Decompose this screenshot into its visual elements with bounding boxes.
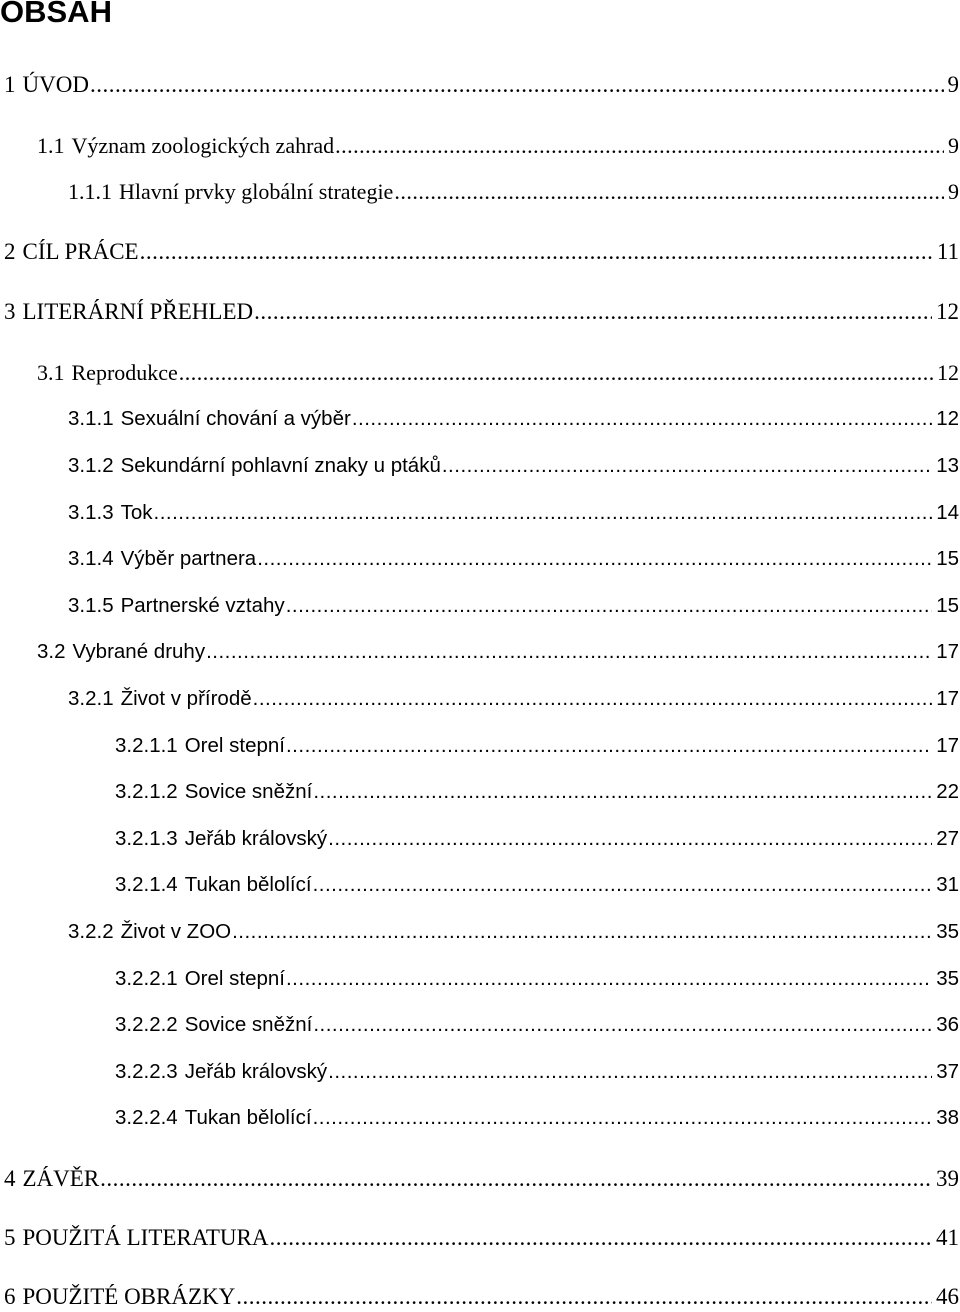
toc-entry-page: 12 [936, 407, 959, 430]
toc-entry[interactable] [68, 177, 959, 207]
toc-entry-number: 3.2.1 [68, 687, 114, 710]
toc-entry[interactable] [37, 637, 959, 667]
toc-entry-page: 9 [948, 179, 959, 204]
toc-entry[interactable] [115, 777, 959, 807]
toc-entry-title: Život v ZOO [120, 920, 232, 943]
toc-dot-leader [206, 637, 932, 667]
toc-entry-number: 4 [4, 1166, 16, 1191]
toc-entry-page: 9 [948, 133, 959, 158]
toc-entry-number: 3.2.1.3 [115, 827, 178, 850]
toc-entry-page: 17 [936, 734, 959, 757]
toc-dot-leader [328, 1057, 932, 1087]
toc-entry[interactable] [4, 70, 959, 100]
toc-entry-title: Tok [120, 501, 153, 524]
toc-entry-number: 3.2.1.4 [115, 873, 178, 896]
toc-entry-title: Hlavní prvky globální strategie [119, 179, 394, 204]
toc-dot-leader [253, 684, 933, 714]
toc-entry[interactable] [37, 131, 959, 161]
toc-dot-leader [328, 824, 932, 854]
toc-entry-number: 1 [4, 72, 16, 97]
toc-entry-title: Tukan bělolící [184, 1106, 312, 1129]
toc-entry-number: 5 [4, 1225, 16, 1250]
toc-entry-page: 17 [936, 640, 959, 663]
toc-entry[interactable] [68, 451, 959, 481]
toc-entry-number: 3.2.2 [68, 920, 114, 943]
toc-entry-page: 39 [936, 1166, 959, 1191]
toc-entry-page: 41 [936, 1225, 959, 1250]
toc-entry-title: Vybrané druhy [72, 640, 206, 663]
toc-dot-leader [286, 731, 932, 761]
toc-entry-title: Tukan bělolící [184, 873, 312, 896]
toc-entry-number: 3.2 [37, 640, 66, 663]
toc-entry-number: 3.2.2.3 [115, 1060, 178, 1083]
toc-entry-number: 3.2.2.2 [115, 1013, 178, 1036]
toc-entry-number: 3.2.1.1 [115, 734, 178, 757]
toc-dot-leader [313, 1010, 932, 1040]
toc-dot-leader [269, 1223, 932, 1253]
toc-entry-title: Sovice sněžní [184, 780, 313, 803]
toc-entry[interactable] [4, 1164, 959, 1194]
toc-dot-leader [442, 451, 932, 481]
toc-entry-number: 3.2.2.1 [115, 967, 178, 990]
toc-entry-title: Sekundární pohlavní znaky u ptáků [120, 454, 441, 477]
toc-entry-page: 13 [936, 454, 959, 477]
toc-entry-title: ÚVOD [22, 72, 89, 97]
toc-entry-number: 3.1.1 [68, 407, 114, 430]
toc-dot-leader [232, 917, 932, 947]
toc-entry-number: 1.1.1 [68, 179, 112, 204]
toc-entry[interactable] [68, 404, 959, 434]
toc-entry-title: Význam zoologických zahrad [71, 133, 335, 158]
toc-dot-leader [90, 70, 944, 100]
toc-entry-page: 17 [936, 687, 959, 710]
toc-entry[interactable] [4, 1223, 959, 1253]
toc-entry-title: Partnerské vztahy [120, 594, 285, 617]
toc-entry-number: 6 [4, 1284, 16, 1309]
toc-entry-number: 1.1 [37, 133, 65, 158]
toc-dot-leader [286, 964, 932, 994]
toc-entry-number: 3.2.2.4 [115, 1106, 178, 1129]
toc-dot-leader [352, 404, 932, 434]
toc-entry-title: Orel stepní [184, 734, 285, 757]
toc-entry-page: 15 [936, 547, 959, 570]
toc-dot-leader [236, 1282, 932, 1312]
toc-entry[interactable] [115, 1057, 959, 1087]
toc-entry-title: Jeřáb královský [184, 1060, 328, 1083]
toc-entry-page: 37 [936, 1060, 959, 1083]
toc-dot-leader [257, 544, 932, 574]
toc-entry-number: 3.1.3 [68, 501, 114, 524]
toc-entry-number: 3.1.5 [68, 594, 114, 617]
toc-dot-leader [313, 870, 933, 900]
toc-entry-title: Sexuální chování a výběr [120, 407, 351, 430]
toc-dot-leader [286, 591, 933, 621]
toc-entry-title: Orel stepní [184, 967, 285, 990]
toc-dot-leader [179, 358, 933, 388]
toc-entry-title: Život v přírodě [120, 687, 252, 710]
toc-entry-page: 9 [947, 72, 959, 97]
page-title: OBSAH [0, 0, 112, 29]
toc-entry-page: 35 [936, 920, 959, 943]
toc-entry[interactable] [68, 917, 959, 947]
toc-dot-leader [100, 1164, 932, 1194]
toc-dot-leader [140, 237, 933, 267]
toc-entry-title: ZÁVĚR [22, 1166, 100, 1191]
toc-entry-number: 3.1.4 [68, 547, 114, 570]
toc-entry-page: 15 [936, 594, 959, 617]
toc-entry-number: 2 [4, 239, 16, 264]
toc-entry-number: 3.1.2 [68, 454, 114, 477]
toc-entry-page: 36 [936, 1013, 959, 1036]
toc-entry-page: 12 [936, 299, 959, 324]
toc-entry[interactable] [4, 1282, 959, 1312]
toc-entry-title: POUŽITÉ OBRÁZKY [22, 1284, 236, 1309]
toc-entry-number: 3.1 [37, 360, 65, 385]
toc-entry-page: 46 [936, 1284, 959, 1309]
toc-entry-title: Výběr partnera [120, 547, 257, 570]
toc-entry[interactable] [4, 297, 959, 327]
toc-entry[interactable] [68, 544, 959, 574]
toc-dot-leader [313, 777, 932, 807]
toc-entry-title: Sovice sněžní [184, 1013, 313, 1036]
toc-entry[interactable] [37, 358, 959, 388]
toc-entry-title: Reprodukce [71, 360, 178, 385]
toc-entry[interactable] [115, 964, 959, 994]
toc-entry[interactable] [4, 237, 959, 267]
toc-entry[interactable] [115, 731, 959, 761]
toc-entry-page: 11 [936, 239, 959, 264]
toc-entry-page: 31 [936, 873, 959, 896]
toc-entry[interactable] [68, 684, 959, 714]
toc-dot-leader [154, 498, 933, 528]
toc-entry[interactable] [68, 591, 959, 621]
toc-dot-leader [335, 131, 944, 161]
toc-entry-page: 35 [936, 967, 959, 990]
toc-entry-title: POUŽITÁ LITERATURA [22, 1225, 269, 1250]
toc-entry[interactable] [115, 1010, 959, 1040]
toc-entry[interactable] [115, 1103, 959, 1133]
toc-dot-leader [313, 1103, 933, 1133]
toc-dot-leader [394, 177, 944, 207]
toc-entry-title: CÍL PRÁCE [22, 239, 139, 264]
toc-entry-title: Jeřáb královský [184, 827, 328, 850]
toc-entry-page: 22 [936, 780, 959, 803]
toc-entry-page: 27 [936, 827, 959, 850]
toc-entry-title: LITERÁRNÍ PŘEHLED [22, 299, 254, 324]
toc-entry-page: 12 [937, 360, 959, 385]
toc-dot-leader [254, 297, 932, 327]
toc-entry[interactable] [115, 824, 959, 854]
toc-entry-page: 38 [936, 1106, 959, 1129]
toc-entry[interactable] [115, 870, 959, 900]
toc-entry-number: 3 [4, 299, 16, 324]
toc-entry-number: 3.2.1.2 [115, 780, 178, 803]
toc-entry-page: 14 [936, 501, 959, 524]
toc-entry[interactable] [68, 498, 959, 528]
